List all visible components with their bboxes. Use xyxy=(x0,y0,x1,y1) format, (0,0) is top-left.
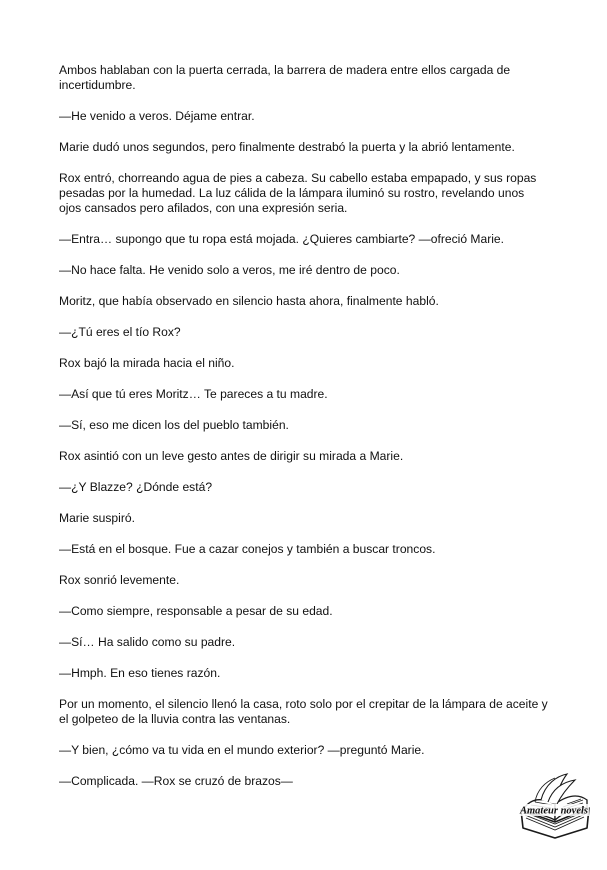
paragraph: Rox sonrió levemente. xyxy=(59,573,180,587)
logo-text: Amateur novels xyxy=(520,805,588,817)
body-text xyxy=(59,63,549,805)
paragraph: Rox asintió con un leve gesto antes de dirigir su mirada a Marie. xyxy=(59,449,404,463)
paragraph: Por un momento, el silencio llenó la casa, roto solo por el crepitar de la lámpara de aceite y el golpeteo de la lluvia contra las ventanas. xyxy=(59,697,548,726)
paragraph: —¿Y Blazze? ¿Dónde está? xyxy=(59,480,213,494)
paragraph: Marie dudó unos segundos, pero finalmente destrabó la puerta y la abrió lentamente. xyxy=(59,140,515,154)
paragraph: —¿Tú eres el tío Rox? xyxy=(59,325,181,339)
open-book-logo-icon xyxy=(515,770,593,840)
paragraph: —Hmph. En eso tienes razón. xyxy=(59,666,221,680)
paragraph: Moritz, que había observado en silencio hasta ahora, finalmente habló. xyxy=(59,294,439,308)
paragraph: Rox bajó la mirada hacia el niño. xyxy=(59,356,235,370)
paragraph: —Y bien, ¿cómo va tu vida en el mundo exterior? —preguntó Marie. xyxy=(59,743,425,757)
paragraph: —Complicada. —Rox se cruzó de brazos— xyxy=(59,774,293,788)
paragraph: —Sí… Ha salido como su padre. xyxy=(59,635,236,649)
paragraph: Rox entró, chorreando agua de pies a cabeza. Su cabello estaba empapado, y sus ropas pesadas por la humedad. La luz cálida de la lámpara iluminó su rostro, revelando unos ojos cansados pero afilados, con una expresión seria. xyxy=(59,171,537,215)
paragraph: —He venido a veros. Déjame entrar. xyxy=(59,109,255,123)
paragraph: —Así que tú eres Moritz… Te pareces a tu madre. xyxy=(59,387,328,401)
paragraph: —Está en el bosque. Fue a cazar conejos y también a buscar troncos. xyxy=(59,542,436,556)
paragraph: —Sí, eso me dicen los del pueblo también. xyxy=(59,418,289,432)
paragraph: —Entra… supongo que tu ropa está mojada. ¿Quieres cambiarte? —ofreció Marie. xyxy=(59,232,505,246)
paragraph: —No hace falta. He venido solo a veros, me iré dentro de poco. xyxy=(59,263,400,277)
paragraph: Marie suspiró. xyxy=(59,511,135,525)
paragraph: —Como siempre, responsable a pesar de su edad. xyxy=(59,604,333,618)
paragraph: Ambos hablaban con la puerta cerrada, la barrera de madera entre ellos cargada de incertidumbre. xyxy=(59,63,511,92)
